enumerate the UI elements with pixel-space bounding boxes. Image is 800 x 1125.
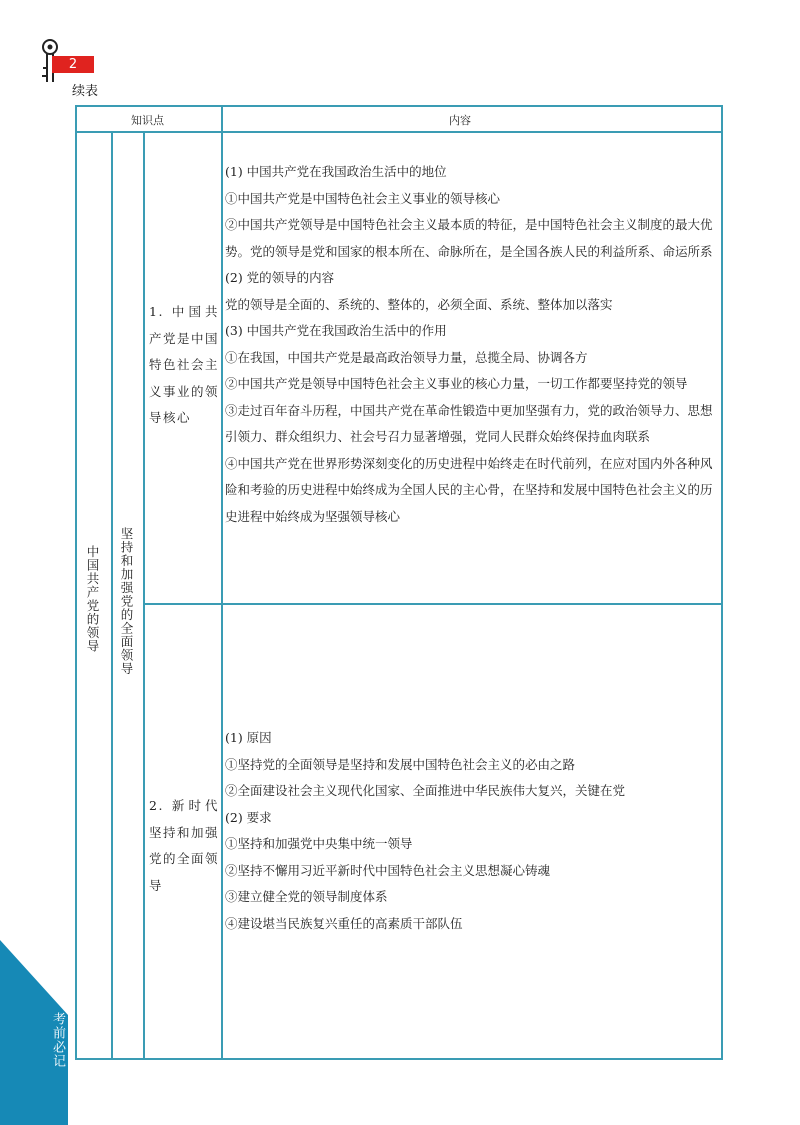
- content-line: ③建立健全党的领导制度体系: [225, 889, 388, 904]
- col-header-knowledge: 知识点: [131, 114, 164, 127]
- content-line: ③走过百年奋斗历程，中国共产党在革命性锻造中更加坚强有力，党的政治领导力、思想引领力、群众组织力、社会号召力显著增强，党同人民群众始终保持血肉联系: [225, 402, 713, 444]
- content-line: ①中国共产党是中国特色社会主义事业的领导核心: [225, 190, 501, 206]
- topic-2-label: 2. 新时代坚持和加强党的全面领导: [149, 798, 220, 893]
- content-line: ②坚持不懈用习近平新时代中国特色社会主义思想凝心铸魂: [225, 862, 551, 878]
- col-divider-2: [143, 132, 145, 1058]
- content-line: (1) 原因: [225, 730, 272, 745]
- row-divider: [144, 603, 721, 605]
- content-line: ④中国共产党在世界形势深刻变化的历史进程中始终走在时代前列，在应对国内外各种风险和考验的历史进程中始终成为全国人民的主心骨，在坚持和发展中国特色社会主义的历史进程中始终成为坚强领导核心: [225, 455, 713, 524]
- content-line: ①坚持和加强党中央集中统一领导: [225, 836, 413, 851]
- page-number-badge: 2: [52, 56, 94, 73]
- topic-1-label: 1. 中国共产党是中国特色社会主义事业的领导核心: [149, 304, 220, 425]
- content-line: (2) 要求: [225, 809, 272, 825]
- content-line: (2) 党的领导的内容: [225, 270, 335, 285]
- knowledge-table: [75, 105, 723, 1060]
- level2-label: 坚持和加强党的全面领导: [119, 527, 134, 676]
- topic-2-content: [225, 725, 717, 937]
- continued-label: 续表: [72, 84, 99, 99]
- content-line: (3) 中国共产党在我国政治生活中的作用: [225, 323, 447, 338]
- content-line: ②中国共产党领导是中国特色社会主义最本质的特征，是中国特色社会主义制度的最大优势。党的领导是党和国家的根本所在、命脉所在，是全国各族人民的利益所系、命运所系: [225, 217, 713, 259]
- col-header-content: 内容: [449, 114, 471, 127]
- content-line: ②中国共产党是领导中国特色社会主义事业的核心力量，一切工作都要坚持党的领导: [225, 376, 688, 391]
- side-tab-label: 考前必记: [50, 1012, 65, 1068]
- col-divider-1: [111, 132, 113, 1058]
- content-line: ④建设堪当民族复兴重任的高素质干部队伍: [225, 915, 463, 931]
- content-line: ②全面建设社会主义现代化国家、全面推进中华民族伟大复兴，关键在党: [225, 783, 626, 798]
- level1-label: 中国共产党的领导: [85, 545, 100, 653]
- content-line: 党的领导是全面的、系统的、整体的，必须全面、系统、整体加以落实: [225, 296, 613, 312]
- topic-1-content: [225, 159, 717, 530]
- content-line: ①坚持党的全面领导是坚持和发展中国特色社会主义的必由之路: [225, 756, 576, 772]
- content-line: (1) 中国共产党在我国政治生活中的地位: [225, 164, 447, 179]
- header-divider: [77, 131, 721, 133]
- col-divider-3: [221, 107, 223, 1058]
- content-line: ①在我国，中国共产党是最高政治领导力量，总揽全局、协调各方: [225, 349, 588, 365]
